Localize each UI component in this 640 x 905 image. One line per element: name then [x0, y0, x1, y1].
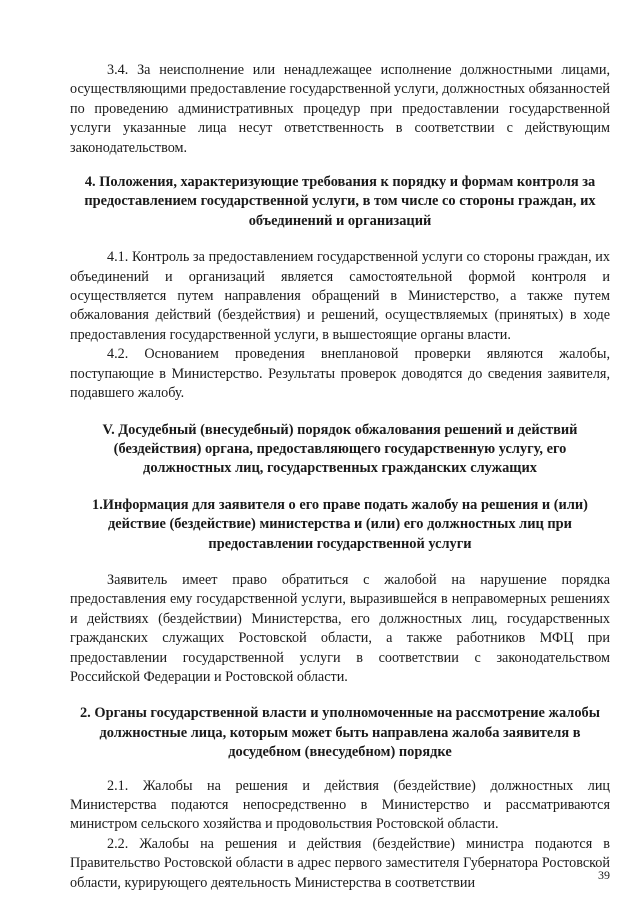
- subsection-1-heading: 1.Информация для заявителя о его праве подать жалобу на решения и (или) действие (бездействие) министерства и (или) его должностных лиц при предоставлении государственной услуги: [92, 496, 588, 552]
- paragraph-complaint-right: Заявитель имеет право обратиться с жалобой на нарушение порядка предоставления ему государственной услуги, выразившейся в неправомерных решениях и действиях (бездействии) Министерства, его должностных лиц, государственных гражданских служащих Ростовской области, а также работников МФЦ при предоставлении государственной услуги в соответствии с законодательством Российской Федерации и Ростовской области.: [70, 571, 610, 685]
- paragraph-3-4: 3.4. За неисполнение или ненадлежащее исполнение должностными лицами, осуществляющими предоставление государственной услуги, должностных обязанностей по проведению административных процедур при предоставлении государственной услуги указанные лица несут ответственность в соответствии с действующим законодательством.: [70, 62, 610, 156]
- paragraph-2-1: 2.1. Жалобы на решения и действия (бездействие) должностных лиц Министерства подаются непосредственно в Министерство и рассматриваются министром сельского хозяйства и продовольствия Ростовской области.: [70, 777, 610, 833]
- document-body: [70, 61, 610, 893]
- section-4-heading: 4. Положения, характеризующие требования к порядку и формам контроля за предоставлением государственной услуги, в том числе со стороны граждан, их объединений и организаций: [84, 174, 596, 229]
- subsection-2-heading: 2. Органы государственной власти и уполномоченные на рассмотрение жалобы должностные лица, которым может быть направлена жалоба заявителя в досудебном (внесудебном) порядке: [79, 705, 600, 761]
- paragraph-4-2: 4.2. Основанием проведения внеплановой проверки являются жалобы, поступающие в Министерство. Результаты проверок доводятся до сведения заявителя, подавшего жалобу.: [70, 346, 610, 402]
- paragraph-2-2: 2.2. Жалобы на решения и действия (бездействие) министра подаются в Правительство Ростовской области в адрес первого заместителя Губернатора Ростовской области, курирующего деятельность Министерства в соответствии: [70, 835, 610, 891]
- section-5-heading: V. Досудебный (внесудебный) порядок обжалования решений и действий (бездействия) органа, предоставляющего государственную услугу, его должностных лиц, государственных гражданских служащих: [102, 421, 578, 477]
- page-number: 39: [598, 868, 610, 882]
- paragraph-4-1: 4.1. Контроль за предоставлением государственной услуги со стороны граждан, их объединений и организаций является самостоятельной формой контроля и осуществляется путем направления обращений в Министерство, а также путем обжалования действий (бездействия) и решений, осуществляемых (принятых) в ходе предоставления государственной услуги, в вышестоящие органы власти.: [70, 249, 610, 343]
